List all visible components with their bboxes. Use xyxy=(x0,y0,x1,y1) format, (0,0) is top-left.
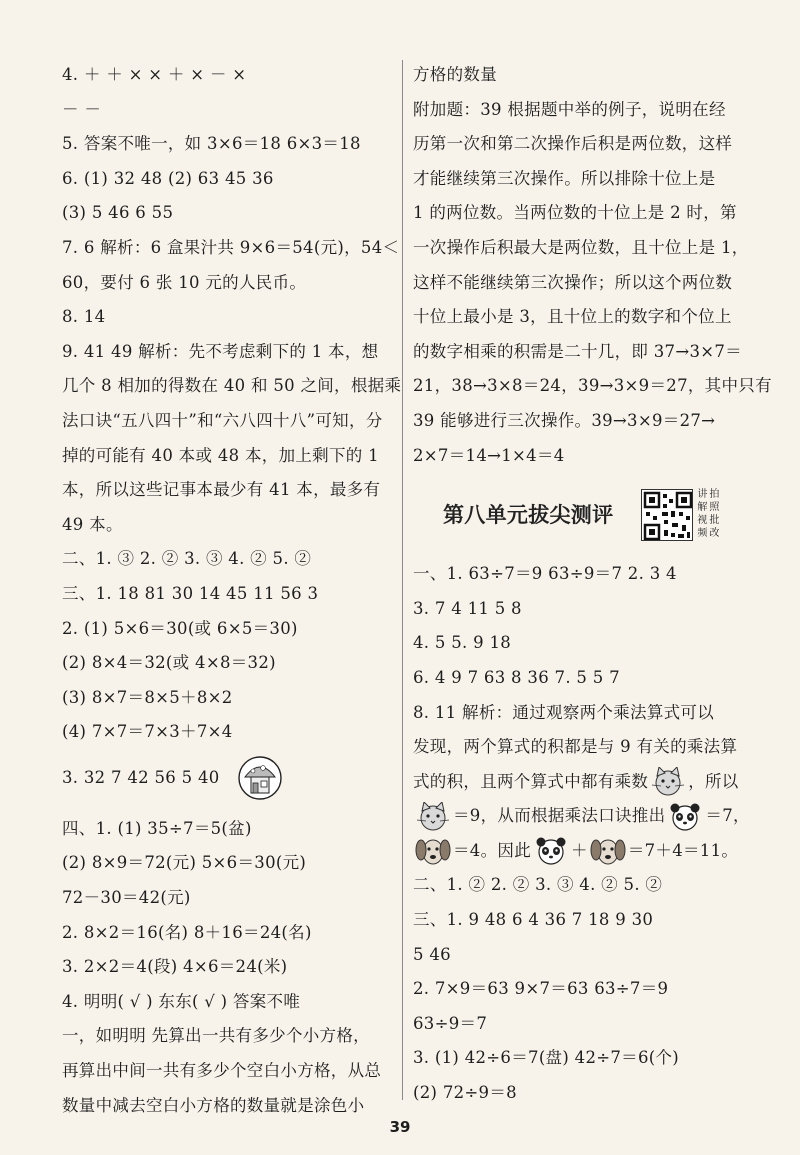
qr-label-char: 改 xyxy=(709,528,720,540)
qr-label-char: 照 xyxy=(709,502,720,514)
text-line: 法口诀“五八四十”和“六八四十八”可知，分 xyxy=(62,410,383,430)
text-line: 再算出中间一共有多少个空白小方格，从总 xyxy=(62,1061,382,1081)
text-line: 才能继续第三次操作。所以排除十位上是 xyxy=(413,168,716,188)
text-line: 6. 4 9 7 63 8 36 7. 5 5 7 xyxy=(413,667,620,687)
text-line: 8. 14 xyxy=(62,307,106,327)
text-line: 4. ＋ ＋ × × ＋ × － × xyxy=(62,65,247,84)
text-line: 几个 8 相加的得数在 40 和 50 之间，根据乘 xyxy=(62,376,402,396)
qr-pattern xyxy=(642,490,693,541)
text-line: 一，如明明 先算出一共有多少个小方格， xyxy=(62,1026,370,1046)
text-line: 2. (1) 5×6＝30(或 6×5＝30) xyxy=(62,618,298,638)
text-line: 9. 41 49 解析：先不考虑剩下的 1 本，想 xyxy=(62,341,379,361)
text-line-with-cat xyxy=(413,765,753,800)
text-line: 一次操作后积最大是两位数，且十位上是 1， xyxy=(413,237,749,257)
text-line: － － xyxy=(62,99,102,119)
text-line: 三、1. 18 81 30 14 45 11 56 3 xyxy=(62,583,319,603)
text-line: 63÷9＝7 xyxy=(413,1013,488,1033)
text-line: 4. 明明( √ ) 东东( √ ) 答案不唯 xyxy=(62,991,301,1011)
qr-label-char: 批 xyxy=(709,515,720,527)
text-line: 60，要付 6 张 10 元的人民币。 xyxy=(62,272,307,292)
text-line: 8. 11 解析：通过观察两个乘法算式可以 xyxy=(413,702,715,722)
text-line: (3) 5 46 6 55 xyxy=(62,203,174,223)
text-line: 5 46 xyxy=(413,944,451,964)
text-line: 这样不能继续第三次操作；所以这个两位数 xyxy=(413,272,733,292)
qr-label xyxy=(697,489,723,541)
text-line-with-dog-panda xyxy=(413,834,753,869)
qr-label-char: 拍 xyxy=(709,489,720,501)
mushroom-house-icon xyxy=(237,755,283,801)
text-line: 二、1. ③ 2. ② 3. ③ 4. ② 5. ② xyxy=(62,549,312,569)
text-line: ，所以 xyxy=(688,771,739,791)
qr-label-char: 视 xyxy=(697,515,708,527)
qr-label-char: 解 xyxy=(697,502,708,514)
text-line: 2. 7×9＝63 9×7＝63 63÷7＝9 xyxy=(413,979,669,999)
text-line: 三、1. 9 48 6 4 36 7 18 9 30 xyxy=(413,910,654,930)
text-line: 二、1. ② 2. ② 3. ③ 4. ② 5. ② xyxy=(413,875,663,895)
text-line: 2. 8×2＝16(名) 8＋16＝24(名) xyxy=(62,922,312,942)
text-line: (2) 8×4＝32(或 4×8＝32) xyxy=(62,653,276,673)
text-line: 3. 2×2＝4(段) 4×6＝24(米) xyxy=(62,957,288,977)
text-line: (2) 72÷9＝8 xyxy=(413,1083,517,1103)
cat-icon xyxy=(648,767,688,797)
text-line: ＝7， xyxy=(705,806,750,826)
text-line: ＝9，从而根据乘法口诀推出 xyxy=(453,806,666,826)
text-line: 的数字相乘的积需是二十几，即 37→3×7＝ xyxy=(413,341,742,361)
text-line: 1 的两位数。当两位数的十位上是 2 时，第 xyxy=(413,203,737,223)
section-heading-row xyxy=(413,477,753,553)
text-line-with-house xyxy=(62,750,396,806)
qr-code-icon[interactable] xyxy=(641,489,693,541)
text-line: ＝7＋4＝11。 xyxy=(627,840,739,860)
section-heading: 第八单元拔尖测评 xyxy=(443,502,614,527)
text-line: 历第一次和第二次操作后积是两位数，这样 xyxy=(413,134,733,154)
text-line: 数量中减去空白小方格的数量就是涂色小 xyxy=(62,1095,365,1115)
dog-icon xyxy=(588,836,628,866)
text-line: 掉的可能有 40 本或 48 本，加上剩下的 1 xyxy=(62,445,379,465)
text-line: 式的积，且两个算式中都有乘数 xyxy=(413,771,649,791)
text-line: 21，38→3×8＝24，39→3×9＝27，其中只有 xyxy=(413,376,772,396)
text-line: 一、1. 63÷7＝9 63÷9＝7 2. 3 4 xyxy=(413,564,677,584)
text-line: (2) 8×9＝72(元) 5×6＝30(元) xyxy=(62,853,307,873)
qr-label-char: 讲 xyxy=(697,489,708,501)
qr-label-char: 频 xyxy=(697,528,708,540)
text-line: 方格的数量 xyxy=(413,65,497,84)
text-line: 3. 7 4 11 5 8 xyxy=(413,598,522,618)
text-line-with-cat-panda xyxy=(413,799,753,834)
text-line: 附加题：39 根据题中举的例子，说明在经 xyxy=(413,99,726,119)
right-column xyxy=(413,58,772,1111)
text-line: 39 能够进行三次操作。39→3×9＝27→ xyxy=(413,410,716,430)
text-line: 49 本。 xyxy=(62,514,123,534)
text-line: 四、1. (1) 35÷7＝5(盆) xyxy=(62,818,252,838)
text-line: 4. 5 5. 9 18 xyxy=(413,633,512,653)
panda-icon xyxy=(531,836,571,866)
text-line: 5. 答案不唯一，如 3×6＝18 6×3＝18 xyxy=(62,134,361,154)
text-line: 2×7＝14→1×4＝4 xyxy=(413,445,565,465)
text-line: (3) 8×7＝8×5＋8×2 xyxy=(62,687,233,707)
text-line: 发现，两个算式的积都是与 9 有关的乘法算 xyxy=(413,737,738,757)
text-line: 3. 32 7 42 56 5 40 xyxy=(62,767,220,787)
text-line: 6. (1) 32 48 (2) 63 45 36 xyxy=(62,168,274,188)
text-line: 十位上最小是 3，且十位上的数字和个位上 xyxy=(413,307,732,327)
text-line: ＝4。因此 xyxy=(453,840,531,860)
text-line: 3. (1) 42÷6＝7(盘) 42÷7＝6(个) xyxy=(413,1048,680,1068)
text-line: 7. 6 解析：6 盒果汁共 9×6＝54(元)，54＜ xyxy=(62,237,400,257)
left-column xyxy=(62,58,402,1123)
text-line: ＋ xyxy=(571,840,588,860)
cat-icon xyxy=(413,802,453,832)
page-number: 39 xyxy=(389,1118,411,1136)
dog-icon xyxy=(413,836,453,866)
text-line: 本，所以这些记事本最少有 41 本，最多有 xyxy=(62,480,381,500)
panda-icon xyxy=(665,802,705,832)
text-line: (4) 7×7＝7×3＋7×4 xyxy=(62,722,233,742)
column-divider xyxy=(402,60,403,1100)
text-line: 72－30＝42(元) xyxy=(62,888,191,908)
